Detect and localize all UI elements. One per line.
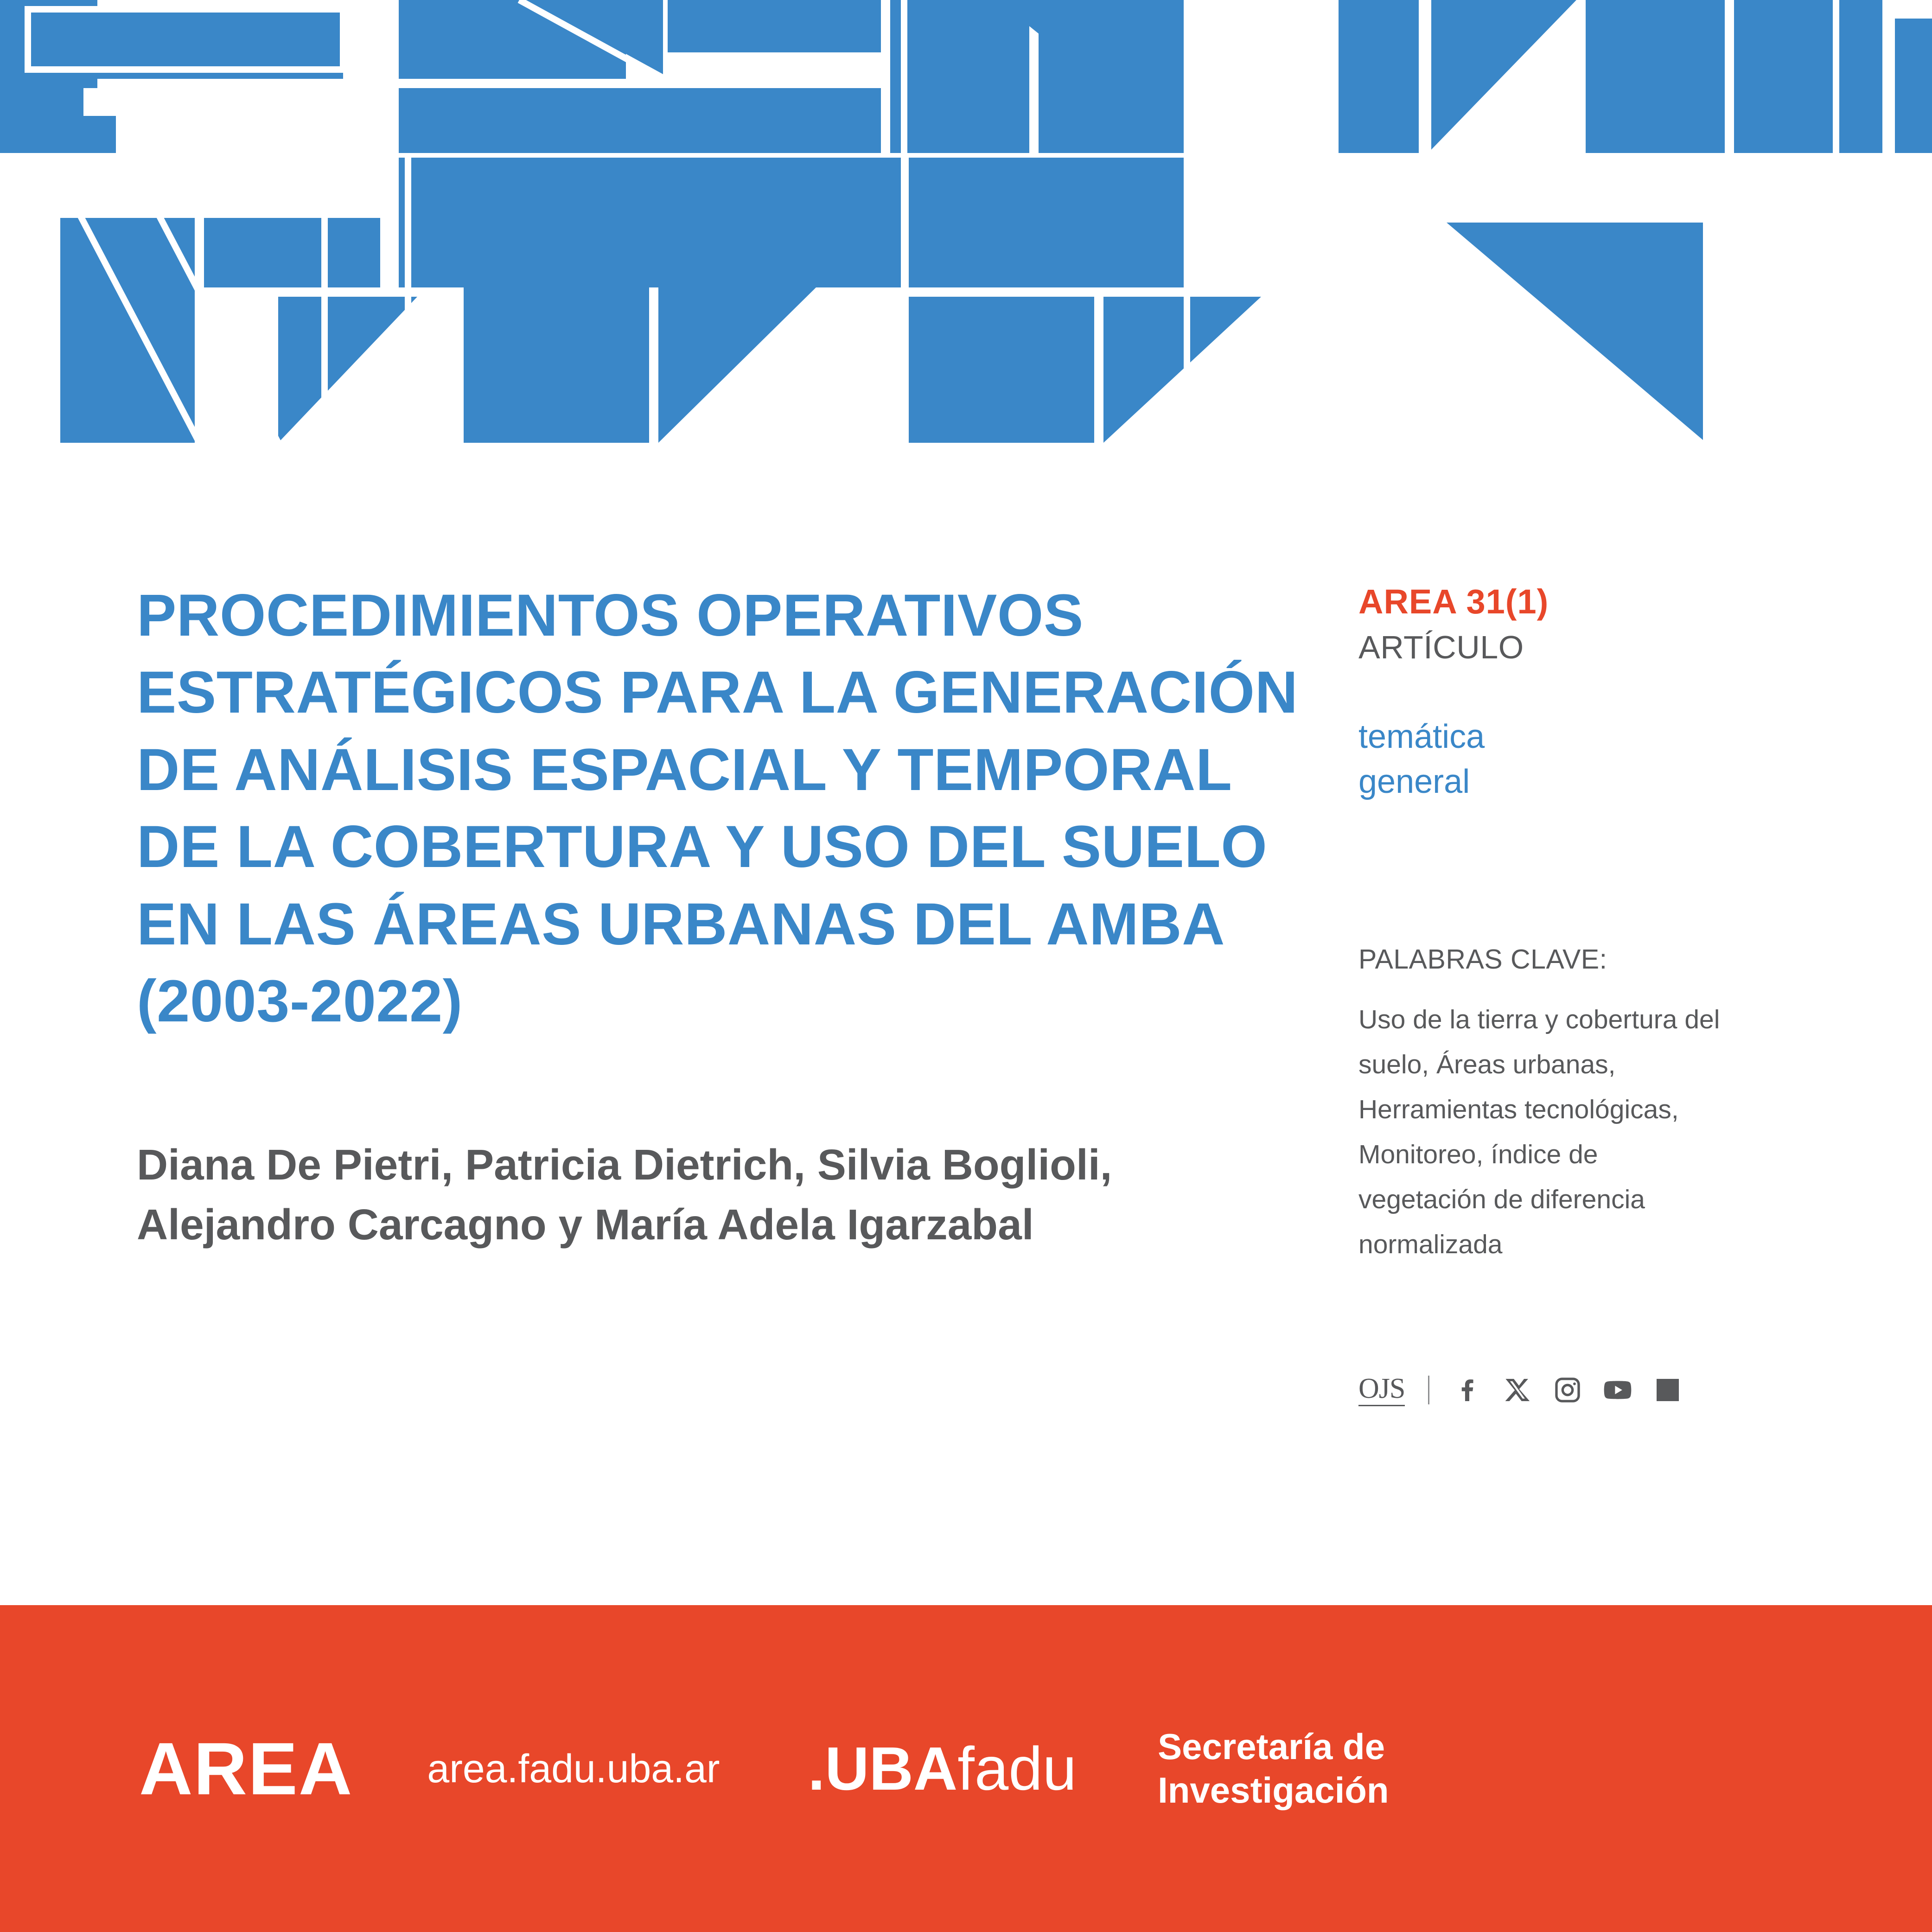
social-links-bar [1358, 1374, 1876, 1406]
banner-graphic [0, 0, 1932, 443]
ubafadu-light: fadu [957, 1734, 1077, 1803]
document-type-label: ARTÍCULO [1358, 629, 1524, 665]
youtube-icon[interactable] [1603, 1375, 1632, 1405]
content-area [0, 443, 1932, 1605]
topic-label [1358, 714, 1876, 804]
topic-line-1: temática [1358, 718, 1485, 755]
secretaria-line-2: Investigación [1158, 1769, 1389, 1811]
keywords-heading: PALABRAS CLAVE: [1358, 944, 1607, 975]
footer-bar [0, 1605, 1932, 1932]
ubafadu-logo [808, 1734, 1077, 1803]
ubafadu-dot: . [808, 1734, 825, 1803]
ojs-icon[interactable]: OJS [1358, 1374, 1405, 1406]
instagram-icon[interactable] [1553, 1375, 1582, 1405]
authors-list: Diana De Pietri, Patricia Dietrich, Silvia Boglioli, Alejandro Carcagno y María Adela Igarzabal [137, 1141, 1112, 1249]
footer-url[interactable]: area.fadu.uba.ar [427, 1746, 720, 1791]
left-column [0, 443, 1358, 1605]
right-column [1358, 443, 1932, 1605]
topic-line-2: general [1358, 763, 1470, 801]
secretaria-label [1158, 1725, 1389, 1812]
issue-label: AREA 31(1) [1358, 582, 1549, 621]
keywords-text: Uso de la tierra y cobertura del suelo, Áreas urbanas, Herramientas tecnológicas, Monitoreo, índice de vegetación de diferencia normalizada [1358, 1005, 1720, 1259]
facebook-icon[interactable] [1453, 1375, 1482, 1405]
divider [1428, 1376, 1429, 1404]
secretaria-line-1: Secretaría de [1158, 1726, 1385, 1767]
x-twitter-icon[interactable] [1503, 1375, 1532, 1405]
footer-brand: AREA [139, 1727, 353, 1810]
ubafadu-bold: UBA [825, 1734, 958, 1803]
page-title: PROCEDIMIENTOS OPERATIVOS ESTRATÉGICOS PARA LA GENERACIÓN DE ANÁLISIS ESPACIAL Y TEMPORAL DE LA COBERTURA Y USO DEL SUELO EN LAS ÁREAS URBANAS DEL AMBA (2003-2022) [137, 582, 1298, 1034]
linkedin-icon[interactable] [1653, 1375, 1683, 1405]
banner-shapes [0, 0, 1932, 443]
